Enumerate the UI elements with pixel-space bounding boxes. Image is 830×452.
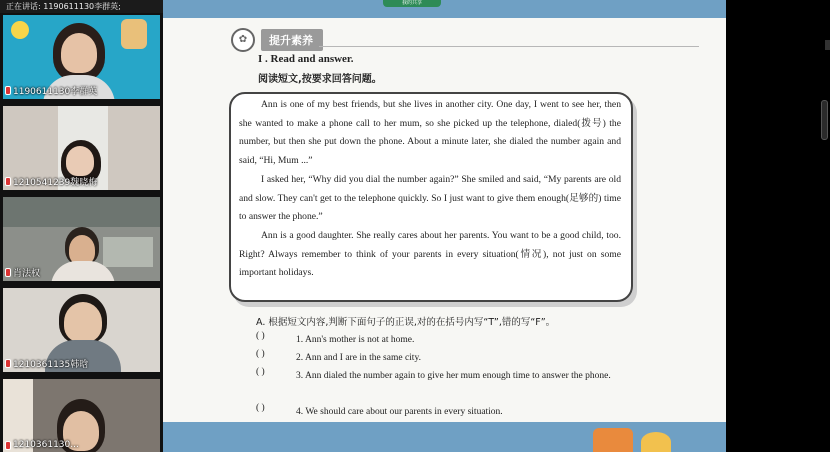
microphone-icon xyxy=(5,268,11,277)
passage-paragraph: Ann is a good daughter. She really cares about her parents. You want to be a good child, too. Right? Always remember to think of your parents in every situation(情况), not just on some important holidays. xyxy=(239,230,621,278)
question-item xyxy=(256,367,646,385)
participant-label: 肖法权 xyxy=(5,266,40,279)
question-instruction: A. 根据短文内容,判断下面句子的正误,对的在括号内写“T”,错的写“F”。 xyxy=(256,317,556,328)
participant-label: 1210361130... xyxy=(5,440,79,450)
question-text: 2. Ann and I are in the same city. xyxy=(296,353,421,363)
footer-decoration xyxy=(593,428,633,452)
microphone-icon xyxy=(5,441,11,450)
right-panel xyxy=(726,0,830,452)
answer-bracket[interactable]: ( ) xyxy=(256,367,265,377)
passage-paragraph: I asked her, “Why did you dial the number again?” She smiled and said, “My parents are old and slow. They can't get to the telephone quickly. So I just want to give them enough(足够的) time to answer the phone.” xyxy=(239,174,621,222)
background-decoration xyxy=(11,21,29,39)
question-text: 4. We should care about our parents in every situation. xyxy=(296,407,503,417)
section-header xyxy=(231,28,323,52)
participant-label: 1210541239魏晓梅 xyxy=(5,175,97,188)
panel-tab[interactable] xyxy=(825,40,830,50)
page-footer xyxy=(163,422,726,452)
speaking-indicator: 正在讲话: 1190611130李群英; xyxy=(0,0,163,13)
reading-passage xyxy=(229,92,633,302)
scrollbar[interactable] xyxy=(821,100,828,140)
question-text: 1. Ann's mother is not at home. xyxy=(296,335,415,345)
participant-strip[interactable] xyxy=(0,13,163,452)
question-item xyxy=(256,349,646,367)
participant-face xyxy=(64,302,102,342)
divider xyxy=(319,46,699,47)
screen-share[interactable] xyxy=(163,0,726,452)
participant-tile[interactable] xyxy=(3,15,160,99)
participant-tile[interactable] xyxy=(3,197,160,281)
section-instruction: 阅读短文,按要求回答问题。 xyxy=(258,74,382,85)
background-shelf xyxy=(3,197,160,227)
participant-tile[interactable] xyxy=(3,106,160,190)
question-item xyxy=(256,403,646,421)
microphone-icon xyxy=(5,177,11,186)
participant-face xyxy=(61,33,97,73)
answer-bracket[interactable]: ( ) xyxy=(256,403,265,413)
participant-face xyxy=(66,146,94,176)
background-decoration xyxy=(121,19,147,49)
answer-bracket[interactable]: ( ) xyxy=(256,331,265,341)
question-text: 3. Ann dialed the number again to give her mum enough time to answer the phone. xyxy=(296,371,611,381)
tiger-icon: ✿ xyxy=(231,28,255,52)
microphone-icon xyxy=(5,86,11,95)
share-indicator[interactable]: 我的共享 xyxy=(383,0,441,7)
participant-label: 1210361135韩晗 xyxy=(5,357,88,370)
section-header-text: 提升素养 xyxy=(261,29,323,51)
participant-label: 1190611130李群英 xyxy=(5,84,97,97)
question-item xyxy=(256,331,646,349)
worksheet-page xyxy=(163,18,726,422)
microphone-icon xyxy=(5,359,11,368)
background-bed xyxy=(103,237,153,267)
answer-bracket[interactable]: ( ) xyxy=(256,349,265,359)
section-title: I . Read and answer. xyxy=(258,53,354,65)
participant-tile[interactable] xyxy=(3,288,160,372)
footer-decoration xyxy=(641,432,671,452)
participant-tile[interactable] xyxy=(3,379,160,452)
passage-paragraph: Ann is one of my best friends, but she lives in another city. One day, I went to see her, then she wanted to make a phone call to her mum, so she picked up the telephone, dialed(拨号) the number, but then she put down the phone. About a minute later, she dialed the number again and said, “Hi, Mum ...” xyxy=(239,99,621,166)
